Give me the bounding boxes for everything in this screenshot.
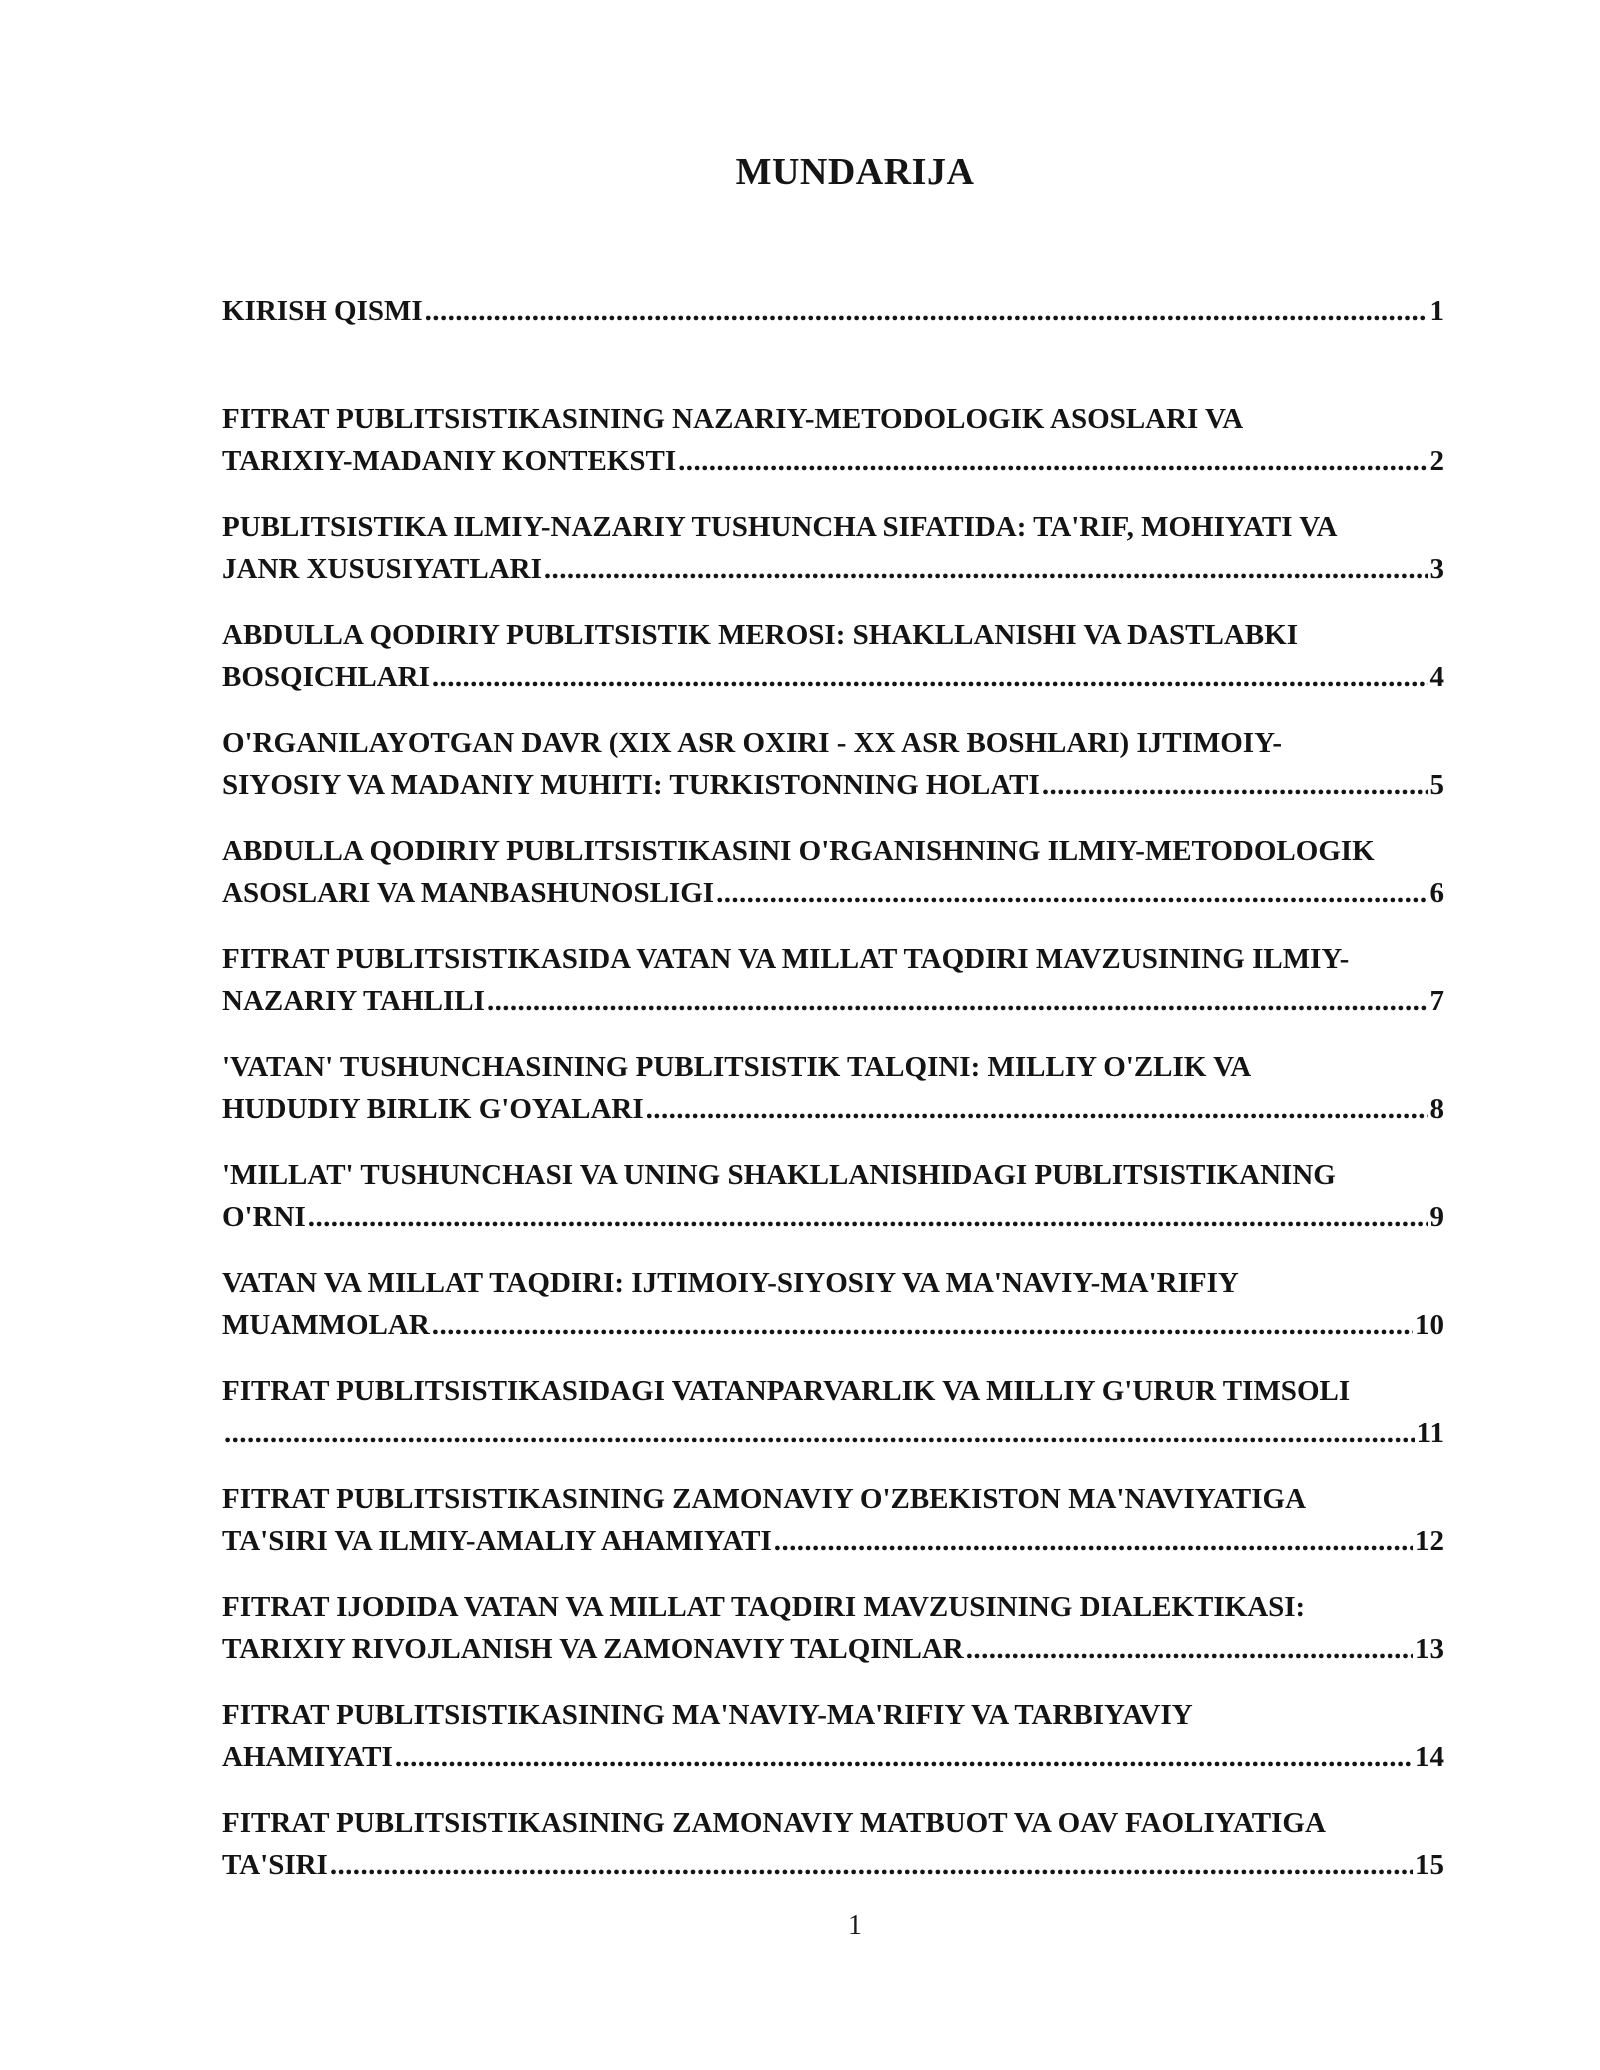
toc-entry-line	[222, 980, 1444, 1022]
toc-page-number: 8	[1429, 1093, 1444, 1125]
toc-entry-title-continued: HUDUDIY BIRLIK G'OYALARI	[222, 1093, 644, 1125]
dot-leader	[646, 1088, 1428, 1130]
toc-entry[interactable]	[222, 1154, 1444, 1262]
page-title: MUNDARIJA	[735, 151, 975, 193]
table-of-contents	[222, 290, 1444, 1910]
dot-leader	[432, 656, 1428, 698]
toc-page-number: 12	[1415, 1525, 1444, 1557]
toc-entry-title-continued: TA'SIRI	[222, 1849, 328, 1881]
dot-leader	[487, 980, 1428, 1022]
toc-entry[interactable]	[222, 1262, 1444, 1370]
toc-entry-title: O'RGANILAYOTGAN DAVR (XIX ASR OXIRI - XX ASR BOSHLARI) IJTIMOIY-	[222, 727, 1283, 759]
toc-entry[interactable]	[222, 830, 1444, 938]
toc-entry-title-continued: TA'SIRI VA ILMIY-AMALIY AHAMIYATI	[222, 1525, 772, 1557]
footer-page-number: 1	[848, 1910, 862, 1941]
toc-entry-title: FITRAT PUBLITSISTIKASIDAGI VATANPARVARLIK VA MILLIY G'URUR TIMSOLI	[222, 1375, 1351, 1407]
toc-entry-line	[222, 1628, 1444, 1670]
toc-page-number: 6	[1429, 877, 1444, 909]
toc-entry-title: 'MILLAT' TUSHUNCHASI VA UNING SHAKLLANISHIDAGI PUBLITSISTIKANING	[222, 1159, 1336, 1191]
toc-page-number: 9	[1429, 1201, 1444, 1233]
dot-leader	[308, 1196, 1428, 1238]
toc-entry-line	[222, 290, 1444, 332]
toc-page-number: 1	[1429, 295, 1444, 327]
toc-entry-line	[222, 440, 1444, 482]
toc-entry-title-continued: O'RNI	[222, 1201, 306, 1233]
toc-entry[interactable]	[222, 290, 1444, 398]
toc-entry-title-continued: TARIXIY RIVOJLANISH VA ZAMONAVIY TALQINLAR	[222, 1633, 964, 1665]
toc-entry-line	[222, 1412, 1444, 1454]
toc-entry[interactable]	[222, 722, 1444, 830]
toc-entry[interactable]	[222, 614, 1444, 722]
toc-page-number: 4	[1429, 661, 1444, 693]
toc-entry-title: 'VATAN' TUSHUNCHASINING PUBLITSISTIK TALQINI: MILLIY O'ZLIK VA	[222, 1051, 1252, 1083]
toc-entry-line	[222, 764, 1444, 806]
dot-leader	[395, 1736, 1413, 1778]
toc-entry-title-continued: MUAMMOLAR	[222, 1309, 430, 1341]
toc-entry-title-continued: ASOSLARI VA MANBASHUNOSLIGI	[222, 877, 715, 909]
toc-entry-title: ABDULLA QODIRIY PUBLITSISTIK MEROSI: SHAKLLANISHI VA DASTLABKI	[222, 619, 1298, 651]
toc-entry-title-continued: TARIXIY-MADANIY KONTEKSTI	[222, 445, 677, 477]
dot-leader	[425, 290, 1428, 332]
toc-entry[interactable]	[222, 1586, 1444, 1694]
toc-entry[interactable]	[222, 506, 1444, 614]
toc-page-number: 5	[1429, 769, 1444, 801]
toc-entry-title: ABDULLA QODIRIY PUBLITSISTIKASINI O'RGANISHNING ILMIY-METODOLOGIK	[222, 835, 1375, 867]
dot-leader	[432, 1304, 1413, 1346]
toc-page-number: 14	[1415, 1741, 1444, 1773]
toc-entry-title: FITRAT IJODIDA VATAN VA MILLAT TAQDIRI MAVZUSINING DIALEKTIKASI:	[222, 1591, 1306, 1623]
dot-leader	[678, 440, 1427, 482]
toc-page-number: 7	[1429, 985, 1444, 1017]
dot-leader	[544, 548, 1428, 590]
toc-entry-title-continued: AHAMIYATI	[222, 1741, 393, 1773]
toc-entry[interactable]	[222, 1802, 1444, 1910]
toc-entry-line	[222, 1736, 1444, 1778]
toc-entry[interactable]	[222, 398, 1444, 506]
toc-entry-title: PUBLITSISTIKA ILMIY-NAZARIY TUSHUNCHA SIFATIDA: TA'RIF, MOHIYATI VA	[222, 511, 1338, 543]
toc-entry[interactable]	[222, 938, 1444, 1046]
toc-page-number: 10	[1415, 1309, 1444, 1341]
dot-leader	[966, 1628, 1413, 1670]
toc-entry-line	[222, 1520, 1444, 1562]
toc-entry-title-continued: JANR XUSUSIYATLARI	[222, 553, 542, 585]
toc-entry-line	[222, 1196, 1444, 1238]
toc-entry-line	[222, 656, 1444, 698]
dot-leader	[224, 1412, 1415, 1454]
toc-entry-title: FITRAT PUBLITSISTIKASINING ZAMONAVIY O'ZBEKISTON MA'NAVIYATIGA	[222, 1483, 1307, 1515]
toc-entry[interactable]	[222, 1694, 1444, 1802]
toc-entry[interactable]	[222, 1046, 1444, 1154]
toc-entry-title-continued: NAZARIY TAHLILI	[222, 985, 485, 1017]
toc-entry-line	[222, 872, 1444, 914]
toc-entry-title: FITRAT PUBLITSISTIKASINING ZAMONAVIY MATBUOT VA OAV FAOLIYATIGA	[222, 1807, 1326, 1839]
toc-entry-line	[222, 1304, 1444, 1346]
toc-entry-title: FITRAT PUBLITSISTIKASIDA VATAN VA MILLAT TAQDIRI MAVZUSINING ILMIY-	[222, 943, 1350, 975]
toc-page-number: 11	[1416, 1417, 1444, 1449]
toc-entry-title: FITRAT PUBLITSISTIKASINING NAZARIY-METODOLOGIK ASOSLARI VA	[222, 403, 1244, 435]
toc-entry-line	[222, 1844, 1444, 1886]
toc-page-number: 15	[1415, 1849, 1444, 1881]
toc-entry-title: VATAN VA MILLAT TAQDIRI: IJTIMOIY-SIYOSIY VA MA'NAVIY-MA'RIFIY	[222, 1267, 1239, 1299]
toc-entry-title-continued: SIYOSIY VA MADANIY MUHITI: TURKISTONNING HOLATI	[222, 769, 1040, 801]
toc-page-number: 2	[1429, 445, 1444, 477]
toc-entry-line	[222, 1088, 1444, 1130]
toc-entry[interactable]	[222, 1478, 1444, 1586]
toc-page-number: 13	[1415, 1633, 1444, 1665]
dot-leader	[716, 872, 1427, 914]
toc-entry-line	[222, 548, 1444, 590]
dot-leader	[774, 1520, 1413, 1562]
toc-entry-title: KIRISH QISMI	[222, 295, 423, 327]
dot-leader	[1042, 764, 1428, 806]
toc-entry-title: FITRAT PUBLITSISTIKASINING MA'NAVIY-MA'RIFIY VA TARBIYAVIY	[222, 1699, 1193, 1731]
dot-leader	[330, 1844, 1413, 1886]
toc-page-number: 3	[1429, 553, 1444, 585]
toc-entry-title-continued: BOSQICHLARI	[222, 661, 430, 693]
toc-entry[interactable]	[222, 1370, 1444, 1478]
